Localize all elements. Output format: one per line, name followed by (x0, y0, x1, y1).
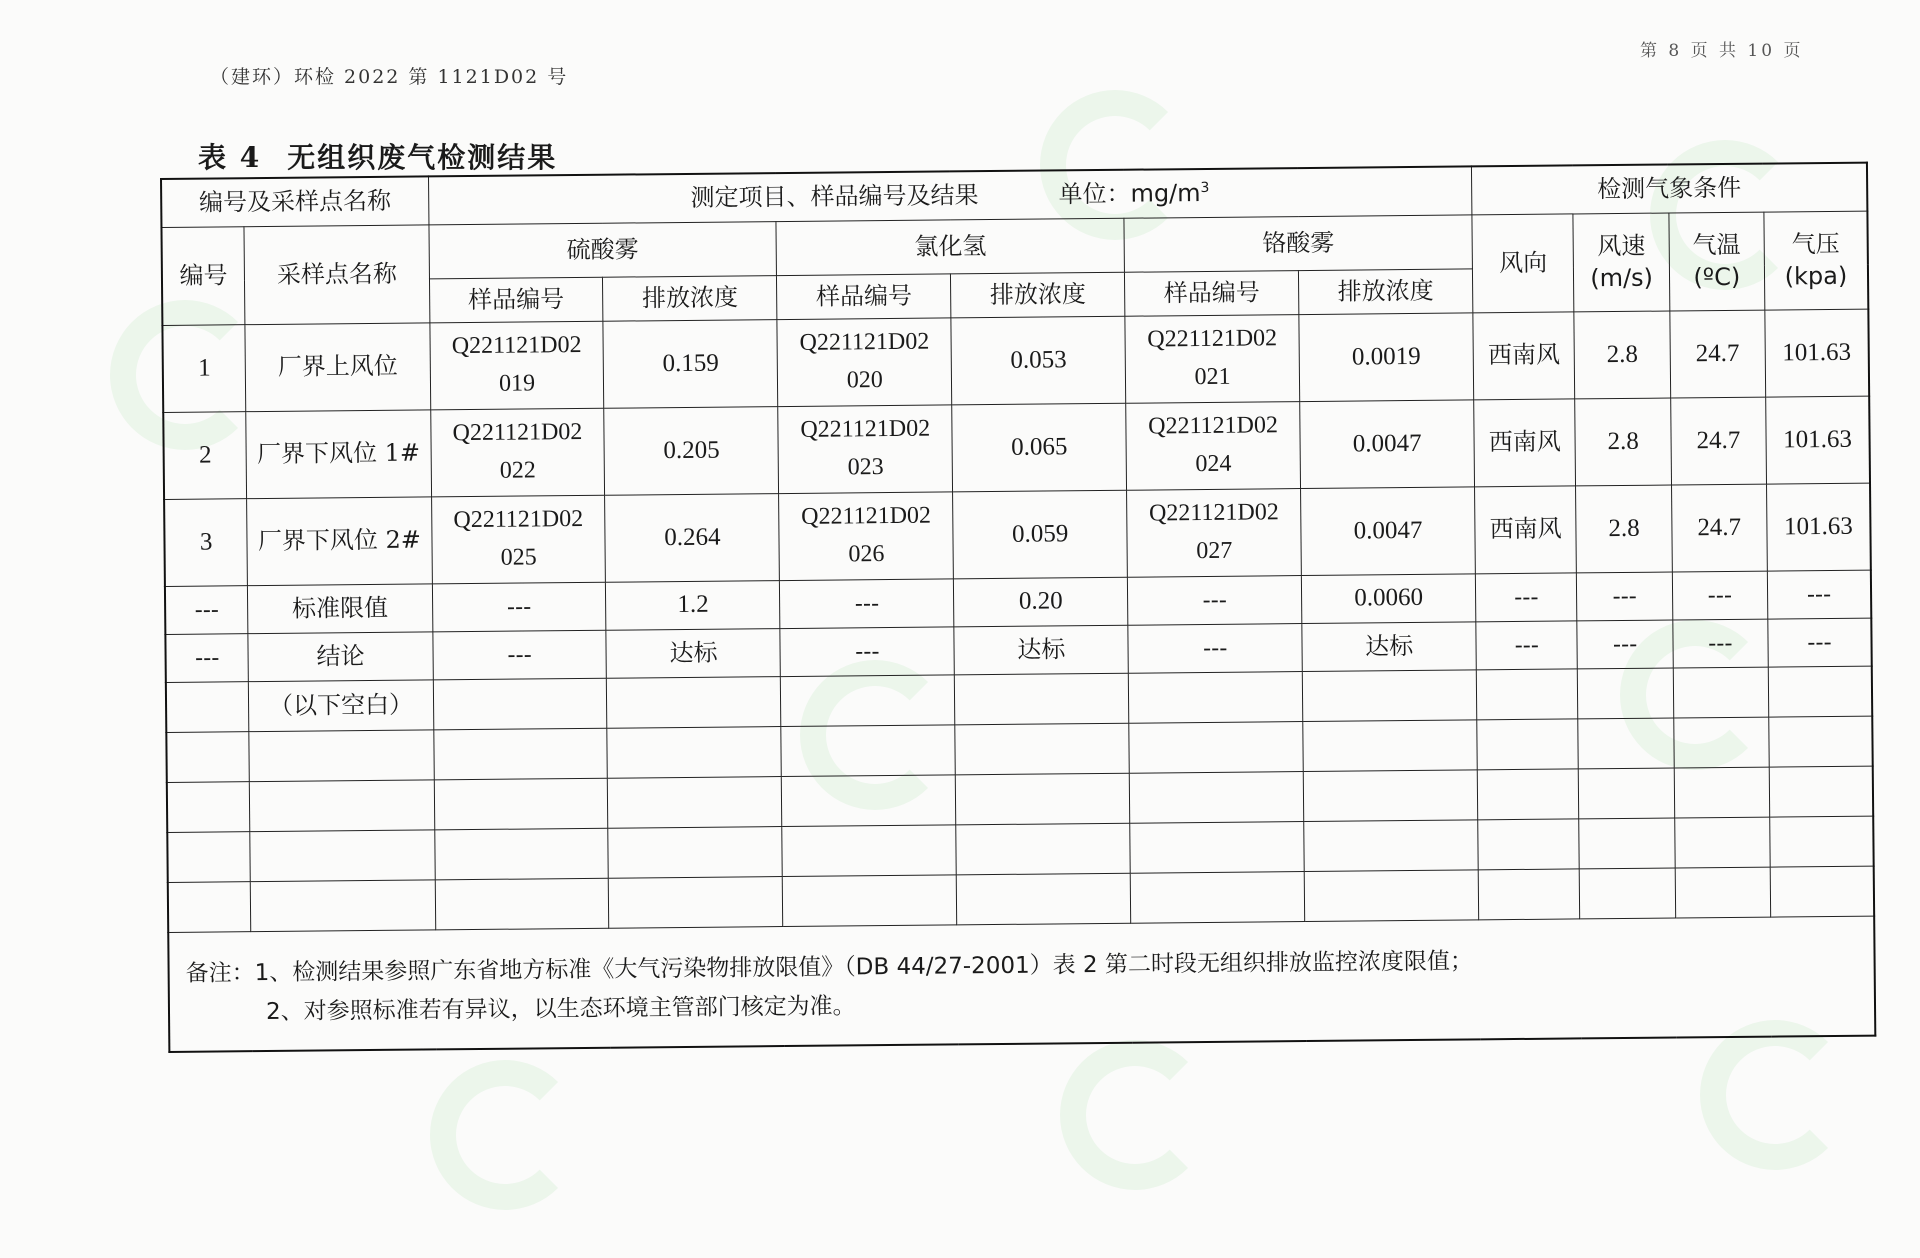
cell-label: 标准限值 (248, 583, 433, 633)
sample-code-line-1: Q221121D02 (452, 419, 583, 447)
blank-cell (435, 878, 609, 930)
blank-cell (1303, 769, 1477, 821)
blank-cell (1129, 721, 1303, 773)
cell-wind-speed: --- (1577, 620, 1673, 669)
blank-cell (1675, 867, 1771, 918)
blank-cell (955, 673, 1129, 725)
blank-cell (1579, 767, 1675, 818)
sample-code-line-1: Q221121D02 (453, 506, 584, 534)
cell-conclusion: 达标 (1302, 621, 1476, 671)
header-temp (1669, 212, 1765, 311)
sample-code-line-1: Q221121D02 (799, 328, 930, 357)
cell-concentration: 0.0047 (1300, 399, 1475, 488)
cell-concentration: 0.264 (605, 493, 780, 582)
header-sample-no: 样品编号 (1125, 270, 1299, 316)
cell-wind-dir: --- (1475, 572, 1577, 621)
pressure-unit: (kpa) (1784, 261, 1848, 291)
blank-cell (1304, 819, 1478, 871)
wind-speed-label: 风速 (1597, 231, 1646, 260)
sample-code-line-2: 021 (1194, 363, 1231, 390)
blank-cell (608, 826, 782, 878)
blank-cell (1477, 768, 1579, 819)
cell-concentration: 0.053 (951, 316, 1126, 405)
header-sample-no: 样品编号 (429, 277, 603, 323)
table-title (198, 136, 557, 176)
header-id-and-site: 编号及采样点名称 (161, 176, 429, 227)
cell-pressure: --- (1767, 570, 1871, 619)
blank-cell (433, 678, 607, 730)
blank-cell (1674, 817, 1770, 868)
blank-cell (1128, 671, 1302, 723)
cell-temp: 24.7 (1670, 310, 1766, 398)
blank-cell (1769, 766, 1873, 817)
blank-cell (167, 781, 250, 832)
cell-limit-value: 1.2 (606, 580, 780, 630)
header-weather: 检测气象条件 (1471, 163, 1867, 215)
blank-cell (956, 773, 1130, 825)
cell-label: 结论 (248, 631, 433, 681)
cell-conclusion: 达标 (606, 628, 780, 678)
sample-code-line-2: 027 (1196, 537, 1233, 564)
cell-wind-speed: --- (1577, 572, 1673, 621)
header-pollutant-sulfuric: 硫酸雾 (429, 221, 777, 278)
header-id: 编号 (161, 226, 245, 325)
cell-id: 1 (162, 324, 246, 412)
unit-superscript: 3 (1200, 179, 1210, 197)
sample-code-line-1: Q221121D02 (1148, 412, 1279, 440)
unit-label (1058, 179, 1209, 208)
cell-pressure: --- (1768, 618, 1872, 667)
blank-cell (1130, 821, 1304, 873)
blank-cell (251, 879, 436, 931)
sample-code-line-2: 019 (498, 369, 536, 397)
table-row (163, 396, 1870, 499)
blank-cell (1578, 667, 1674, 718)
blank-cell (955, 723, 1129, 775)
blank-cell (1304, 869, 1478, 921)
blank-cell (1130, 871, 1304, 923)
unit-text: 单位：mg/m (1058, 179, 1201, 209)
cell-sample-code (431, 495, 606, 584)
blank-cell (1476, 668, 1578, 719)
blank-cell (1578, 717, 1674, 768)
table-title-text: 无组织废气检测结果 (287, 141, 558, 174)
cell-sample-code (779, 491, 954, 580)
cell-sample-code: --- (780, 578, 954, 628)
report-number: （建环）环检 2022 第 1121D02 号 (210, 66, 569, 88)
blank-cell (433, 728, 607, 780)
blank-cell (1769, 716, 1873, 767)
blank-cell (434, 778, 608, 830)
cell-wind-speed: 2.8 (1576, 485, 1672, 573)
cell-sample-code (777, 317, 952, 406)
cell-wind-dir: 西南风 (1475, 485, 1577, 573)
cell-limit-value: 0.20 (954, 577, 1128, 627)
blank-cell (1129, 771, 1303, 823)
blank-cell (607, 726, 781, 778)
cell-sample-code (430, 408, 605, 497)
cell-sample-code: --- (780, 626, 954, 676)
cell-pressure: 101.63 (1766, 483, 1870, 571)
header-pressure (1764, 211, 1868, 310)
watermark-logo (1700, 1020, 1850, 1170)
blank-cell (1478, 868, 1580, 919)
blank-cell (1303, 719, 1477, 771)
cell-site: 厂界下风位 2# (247, 496, 432, 585)
results-table (160, 162, 1876, 1053)
cell-conclusion: 达标 (954, 625, 1128, 675)
blank-cell (168, 881, 251, 932)
blank-cell (1302, 669, 1476, 721)
blank-cell (956, 823, 1130, 875)
notes-row (168, 916, 1875, 1052)
blank-cell (782, 774, 956, 826)
cell-concentration: 0.0047 (1301, 486, 1476, 575)
cell-site: 厂界下风位 1# (246, 409, 431, 498)
cell-sample-code: --- (432, 582, 606, 632)
table-title-number: 表 4 (198, 141, 262, 174)
cell-sample-code (778, 404, 953, 493)
cell-temp: 24.7 (1670, 397, 1766, 485)
blank-cell (166, 731, 249, 782)
sample-code-line-1: Q221121D02 (451, 332, 582, 360)
header-concentration: 排放浓度 (603, 275, 777, 321)
cell-id: 2 (163, 411, 247, 499)
blank-cell (249, 729, 434, 781)
cell-concentration: 0.159 (603, 319, 778, 408)
cell-sample-code (1125, 314, 1300, 403)
blank-cell (608, 776, 782, 828)
blank-cell (1770, 866, 1874, 917)
sample-code-line-2: 026 (848, 540, 885, 567)
header-wind-dir: 风向 (1472, 213, 1574, 312)
page-number: 第 8 页 共 10 页 (1640, 41, 1804, 61)
table-row (162, 309, 1869, 412)
blank-cell (1673, 667, 1769, 718)
header-pollutant-hcl: 氯化氢 (776, 218, 1124, 275)
measure-items-label: 测定项目、样品编号及结果 (690, 181, 979, 212)
temp-label: 气温 (1692, 230, 1741, 259)
header-concentration: 排放浓度 (951, 272, 1125, 318)
cell-temp: --- (1673, 619, 1769, 668)
cell-concentration: 0.059 (953, 490, 1128, 579)
sample-code-line-1: Q221121D02 (801, 502, 932, 531)
blank-cell (1674, 767, 1770, 818)
blank-marker: （以下空白） (249, 679, 434, 731)
blank-cell (166, 681, 249, 732)
sample-code-line-2: 020 (846, 366, 883, 393)
blank-cell (1579, 817, 1675, 868)
table-row (164, 483, 1871, 586)
blank-cell (957, 873, 1131, 925)
temp-unit: (ºC) (1693, 262, 1741, 292)
blank-cell (1673, 717, 1769, 768)
header-site: 采样点名称 (244, 224, 429, 324)
sample-code-line-2: 022 (499, 456, 536, 484)
cell-wind-speed: 2.8 (1574, 311, 1670, 399)
blank-cell (609, 876, 783, 928)
blank-cell (1768, 666, 1872, 717)
cell-temp: 24.7 (1671, 484, 1767, 572)
watermark-logo (430, 1060, 580, 1210)
sample-code-line-1: Q221121D02 (1147, 325, 1278, 353)
header-sample-no: 样品编号 (777, 273, 951, 319)
sample-code-line-2: 025 (500, 543, 537, 571)
blank-cell (1580, 867, 1676, 918)
cell-pressure: 101.63 (1765, 309, 1869, 397)
pressure-label: 气压 (1791, 229, 1840, 258)
cell-limit-value: 0.0060 (1301, 573, 1475, 623)
cell-pressure: 101.63 (1766, 396, 1870, 484)
cell-sample-code: --- (1128, 575, 1302, 625)
cell-concentration: 0.0019 (1299, 312, 1474, 401)
note-line-1: 备注：1、检测结果参照广东省地方标准《大气污染物排放限值》（DB 44/27-2001）表 2 第二时段无组织排放监控浓度限值； (185, 948, 1474, 987)
blank-cell (1478, 818, 1580, 869)
blank-cell (1770, 816, 1874, 867)
blank-cell (167, 831, 250, 882)
cell-sample-code: --- (432, 630, 606, 680)
cell-concentration: 0.065 (952, 403, 1127, 492)
note-line-2: 2、对参照标准若有异议，以生态环境主管部门核定为准。 (265, 993, 856, 1025)
cell-wind-dir: 西南风 (1473, 311, 1575, 399)
cell-id: --- (165, 633, 248, 682)
results-sheet (160, 162, 1876, 1053)
notes-cell (168, 916, 1875, 1052)
blank-cell (250, 779, 435, 831)
sample-code-line-1: Q221121D02 (1148, 499, 1279, 527)
cell-wind-dir: --- (1476, 620, 1578, 669)
cell-concentration: 0.205 (604, 406, 779, 495)
sample-code-line-2: 024 (1195, 450, 1232, 477)
cell-sample-code: --- (1128, 623, 1302, 673)
sample-code-line-1: Q221121D02 (800, 415, 931, 444)
cell-wind-dir: 西南风 (1474, 398, 1576, 486)
blank-cell (782, 824, 956, 876)
cell-sample-code (1127, 488, 1302, 577)
cell-sample-code (429, 321, 604, 410)
cell-wind-speed: 2.8 (1575, 398, 1671, 486)
blank-cell (1477, 718, 1579, 769)
header-pollutant-chromic: 铬酸雾 (1124, 214, 1472, 271)
cell-site: 厂界上风位 (245, 322, 430, 411)
blank-cell (781, 674, 955, 726)
blank-cell (250, 829, 435, 881)
wind-speed-unit: (m/s) (1590, 263, 1654, 293)
blank-cell (607, 676, 781, 728)
cell-temp: --- (1672, 571, 1768, 620)
cell-sample-code (1126, 401, 1301, 490)
blank-cell (783, 874, 957, 926)
header-wind-speed (1573, 213, 1669, 312)
header-concentration: 排放浓度 (1299, 268, 1473, 314)
cell-id: --- (165, 585, 248, 634)
blank-cell (781, 724, 955, 776)
sample-code-line-2: 023 (847, 453, 884, 480)
blank-cell (434, 828, 608, 880)
cell-id: 3 (164, 498, 248, 586)
watermark-logo (1060, 1040, 1210, 1190)
